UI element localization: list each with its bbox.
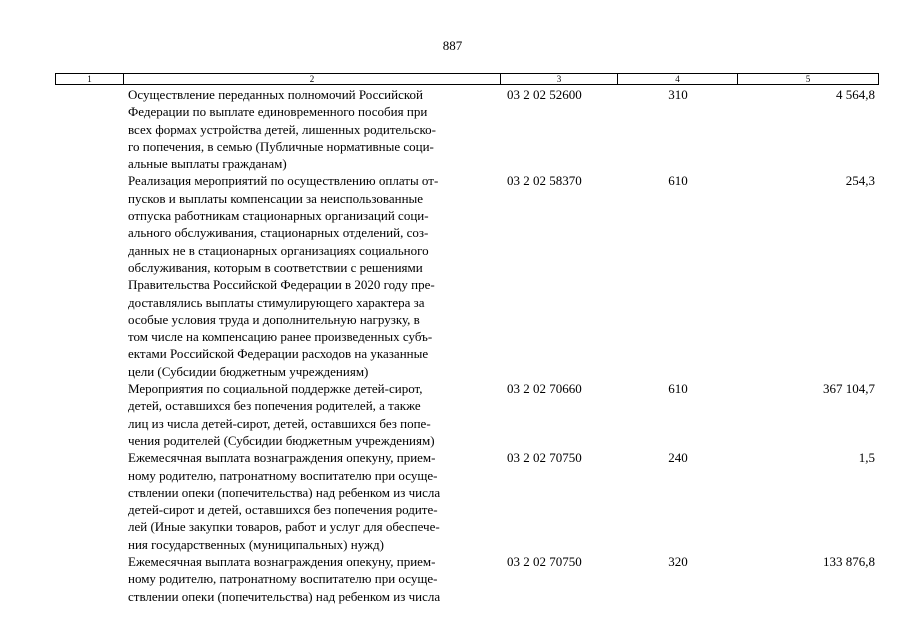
description-line: том числе на компенсацию ранее произведенных субъ- (128, 329, 433, 345)
description-line: ному родителю, патронатному воспитателю при осуще- (128, 467, 438, 483)
table-column-header (55, 73, 879, 85)
description-line: детей, оставшихся без попечения родителей, а также (128, 398, 421, 414)
description-line: ствлении опеки (попечительства) над ребенком из числа (128, 484, 441, 500)
table-row (55, 449, 879, 553)
description-line: особые условия труда и дополнительную нагрузку, в (128, 311, 420, 327)
target-article-code: 03 2 02 70660 (507, 381, 582, 397)
target-article-code: 03 2 02 70750 (507, 554, 582, 570)
target-article-code: 03 2 02 70750 (507, 450, 582, 466)
budget-table-body (55, 86, 879, 605)
description-line: всех формах устройства детей, лишенных родительско- (128, 121, 436, 137)
description-line: Ежемесячная выплата вознаграждения опекуну, прием- (128, 450, 436, 466)
description-line: ному родителю, патронатному воспитателю при осуще- (128, 571, 438, 587)
expense-type-code: 310 (668, 87, 688, 102)
description-line: пусков и выплаты компенсации за неиспользованные (128, 190, 424, 206)
description-line: лей (Иные закупки товаров, работ и услуг для обеспече- (128, 519, 440, 535)
expense-type-code: 320 (668, 554, 688, 570)
expense-description (128, 380, 500, 449)
description-line: Осуществление переданных полномочий Российской (128, 87, 423, 102)
target-article-code: 03 2 02 52600 (507, 87, 582, 102)
expense-description (128, 449, 500, 553)
description-line: Федерации по выплате единовременного пособия при (128, 104, 428, 120)
description-line: Ежемесячная выплата вознаграждения опекуну, прием- (128, 554, 436, 570)
description-line: обслуживания, которым в соответствии с решениями (128, 259, 423, 275)
description-line: данных не в стационарных организациях социального (128, 242, 429, 258)
description-line: лиц из числа детей-сирот, детей, оставшихся без попе- (128, 415, 431, 431)
description-line: альные выплаты гражданам) (128, 156, 287, 172)
column-header-4: 4 (618, 74, 738, 84)
page-number: 887 (442, 38, 463, 53)
table-row (55, 172, 879, 380)
description-line: отпуска работникам стационарных организаций соци- (128, 208, 429, 224)
amount-value: 133 876,8 (823, 554, 875, 570)
column-header-1: 1 (56, 74, 124, 84)
amount-value: 4 564,8 (836, 87, 875, 102)
description-line: доставлялись выплаты стимулирующего характера за (128, 294, 425, 310)
column-header-2: 2 (124, 74, 501, 84)
target-article-code: 03 2 02 58370 (507, 173, 582, 189)
expense-type-code: 610 (668, 381, 688, 397)
description-line: го попечения, в семью (Публичные нормативные соци- (128, 138, 434, 154)
amount-value: 367 104,7 (823, 381, 875, 397)
description-line: Реализация мероприятий по осуществлению оплаты от- (128, 173, 439, 189)
description-line: чения родителей (Субсидии бюджетным учреждениям) (128, 432, 435, 448)
description-line: Мероприятия по социальной поддержке детей-сирот, (128, 381, 423, 397)
description-line: ального обслуживания, стационарных отделений, соз- (128, 225, 429, 241)
expense-description (128, 86, 500, 172)
expense-description (128, 553, 500, 605)
description-line: ектами Российской Федерации расходов на указанные (128, 346, 429, 362)
expense-type-code: 610 (668, 173, 688, 189)
table-row (55, 380, 879, 449)
description-line: ния государственных (муниципальных) нужд) (128, 536, 384, 552)
amount-value: 254,3 (845, 173, 875, 189)
amount-value: 1,5 (858, 450, 875, 466)
table-row (55, 553, 879, 605)
expense-type-code: 240 (668, 450, 688, 466)
description-line: детей-сирот и детей, оставшихся без попечения родите- (128, 502, 438, 518)
table-row (55, 86, 879, 172)
column-header-3: 3 (501, 74, 618, 84)
column-header-5: 5 (805, 74, 811, 84)
expense-description (128, 172, 500, 380)
description-line: Правительства Российской Федерации в 2020 году пре- (128, 277, 435, 293)
description-line: цели (Субсидии бюджетным учреждениям) (128, 363, 369, 379)
description-line: ствлении опеки (попечительства) над ребенком из числа (128, 588, 441, 604)
